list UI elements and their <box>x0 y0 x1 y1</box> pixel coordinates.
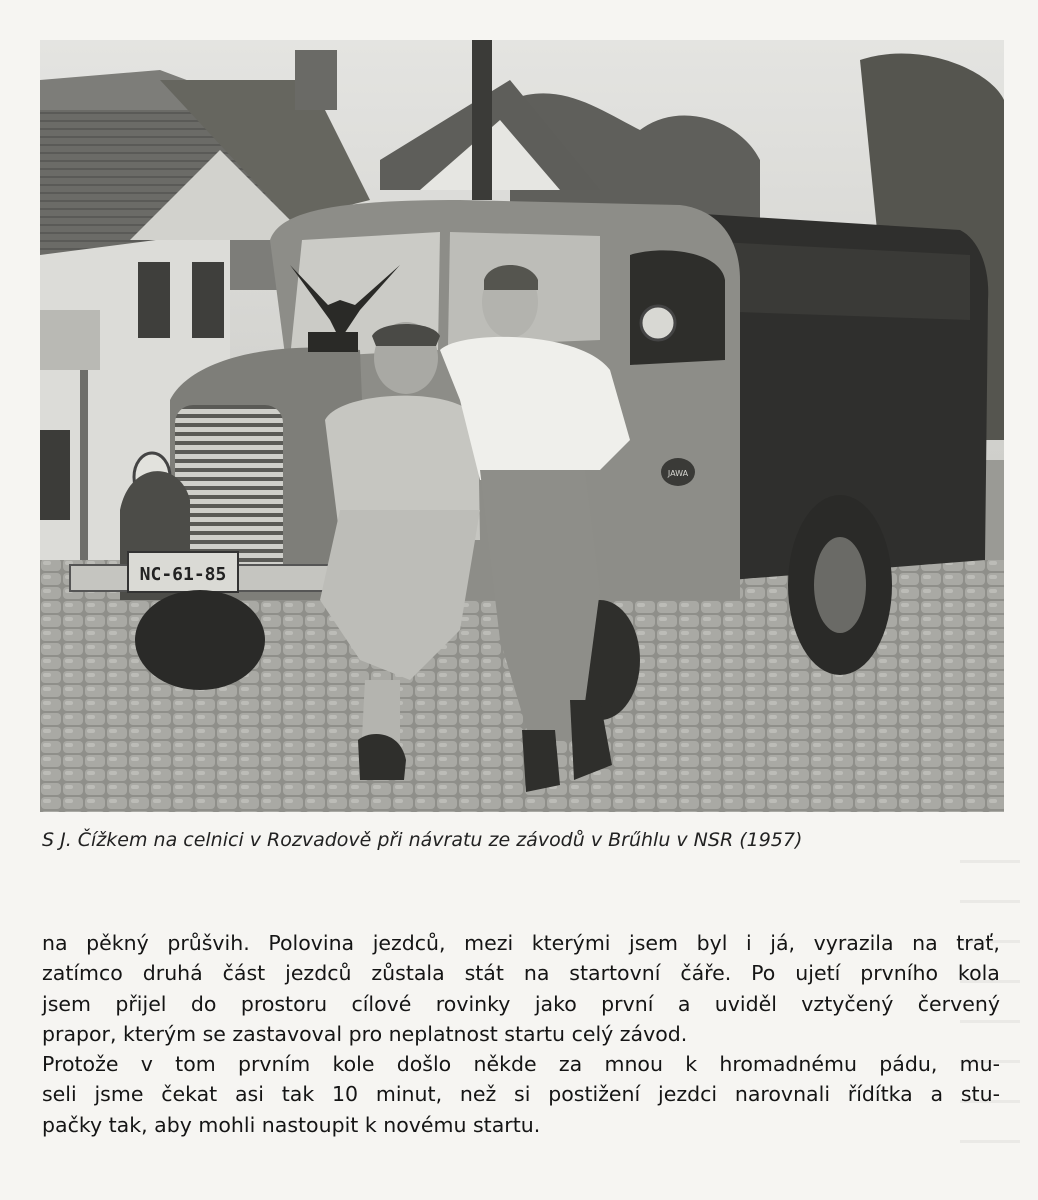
body-line: zatímco druhá část jezdců zůstala stát na startovní čáře. Po ujetí prvního kola <box>42 961 1000 986</box>
window <box>138 262 170 338</box>
side-mirror <box>641 306 675 340</box>
utility-pole <box>472 40 492 200</box>
body-line: seli jsme čekat asi tak 10 minut, než si postižení jezdci narovnali řídítka a stu- <box>42 1082 1000 1107</box>
door-badge-text: JAWA <box>667 469 689 478</box>
body-line: jsem přijel do prostoru cílové rovinky jako první a uviděl vztyčený červený <box>42 991 1000 1016</box>
window <box>40 430 70 520</box>
body-line: prapor, kterým se zastavoval pro neplatnost startu celý závod. <box>42 1021 688 1046</box>
body-paragraph <box>42 928 1000 1140</box>
photograph <box>40 40 1004 812</box>
chimney <box>295 50 337 110</box>
window <box>192 262 224 338</box>
body-line: na pěkný průšvih. Polovina jezdců, mezi kterými jsem byl i já, vyrazila na trať, <box>42 931 1000 955</box>
body-line: Protože v tom prvním kole došlo někde za mnou k hromadnému pádu, mu- <box>42 1052 1000 1077</box>
man-right-shoe <box>522 730 560 792</box>
front-wheel <box>135 590 265 690</box>
truck-photo-illustration <box>40 40 1004 812</box>
license-plate-text: NC-61-85 <box>139 564 227 585</box>
body-line: pačky tak, aby mohli nastoupit k novému startu. <box>42 1112 541 1137</box>
photo-caption: S J. Čížkem na celnici v Rozvadově při návratu ze závodů v Brűhlu v NSR (1957) <box>42 829 803 851</box>
side-window <box>630 250 725 365</box>
